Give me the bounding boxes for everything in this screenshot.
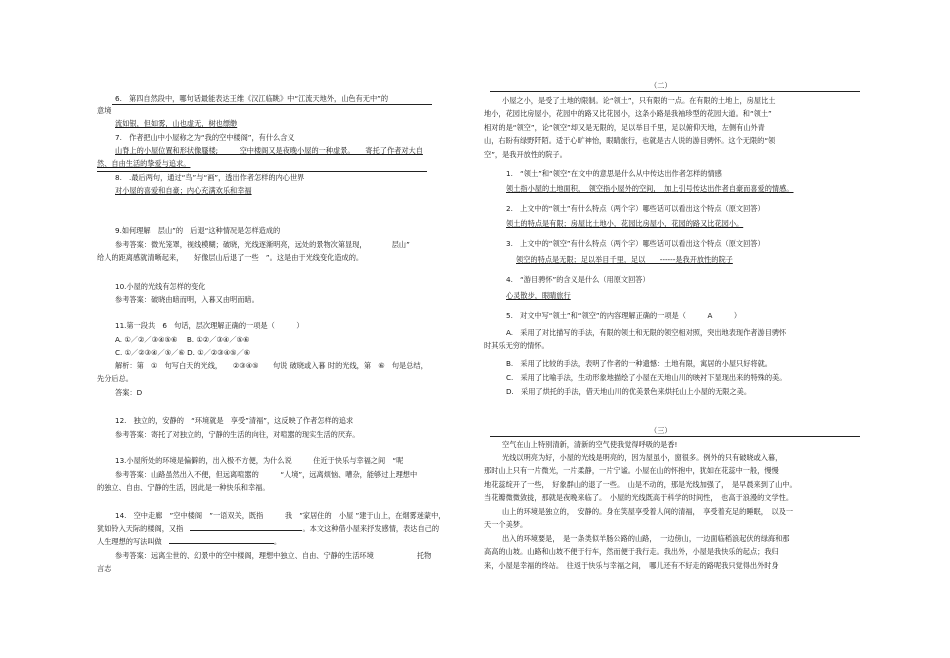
question-14-text: 。 bbox=[273, 537, 282, 546]
passage-3-line2: 光线以明亮为好，小屋的光线是明亮的，因为屋虽小，窗很多。例外的只有破晓或入暮， bbox=[502, 453, 783, 462]
passage-3-line3: 那时山上只有一片微光，一片柔静，一片宁谧。小屋在山的怀抱中，犹如在花蕊中一般，慢慢 bbox=[484, 466, 779, 475]
answer-7-line2: 然、自由生活的挚爱与追求。 bbox=[97, 159, 191, 168]
passage-3-line4: 地花蕊绽开了一些， 好象群山的退了一些。 山是不动的，那是光线加强了， 是早晨来到了山中。 bbox=[484, 480, 797, 489]
passage-3-line7: 天一个美梦。 bbox=[484, 520, 528, 529]
question-14-text: 。本文这种借小屋来抒发感情，表达自己的 bbox=[302, 524, 440, 533]
section-2-heading: （二） bbox=[650, 81, 672, 90]
answer-13-line2: 的独立、自由、宁静的生活，因此是一种快乐和幸福。 bbox=[97, 483, 270, 492]
answer-7-line1: 山脊上的小屋位置和形状像蜃楼; 空中楼阁又是夜晚小屋的一种虚景。 寄托了作者对大自 bbox=[115, 146, 423, 155]
explanation-11-line2: 先分后总。 bbox=[97, 374, 133, 383]
explanation-11-line1: 解析：第 ① 句写白天的光线， ②③④⑤ 句说 破晓或入暮 时的光线，第 ⑥ 句是总结， bbox=[115, 361, 428, 370]
passage-3-line5: 当花瓣微微敛拢，那就是夜晚来临了。 小屋的光线既高于科学的时间性， 也高于浪漫的文学性。 bbox=[484, 493, 794, 502]
passage-3-line9: 高高的山坡。山路和山坡不便于行车，然而便于我行走。我出外，小屋是我快乐的起点；我归 bbox=[484, 547, 779, 556]
option-11-ab: A. ①／②／③④⑤⑥ B. ①②／③④／⑤⑥ bbox=[115, 335, 250, 344]
passage-3-line6: 山上的环境是独立的， 安静的。身在笑屋享受着人间的清福， 享受着充足的睡眠， 以及一 bbox=[502, 507, 794, 516]
question-6-cont: 意境 bbox=[97, 106, 112, 115]
question-2-5: 5. 对文中写“领土”和“领空”的内容理解正确的一项是（ A ） bbox=[506, 311, 742, 320]
option-a-line2: 时其乐无穷的情怀。 bbox=[484, 341, 549, 350]
passage-3-line10: 来，小屋是幸福的终站。 往返于快乐与幸福之间， 哪儿还有不好走的路呢我只觉得出外时身 bbox=[484, 561, 779, 570]
question-2-3: 3. 上文中的“领空”有什么特点（两个字）哪些话可以看出这个特点（原文回答） bbox=[506, 239, 765, 248]
divider bbox=[97, 171, 427, 172]
passage-3-line1: 空气在山上特别清新，清新的空气使我觉得呼吸的是香! bbox=[502, 440, 678, 449]
answer-11: 答案：D bbox=[115, 388, 143, 397]
question-6: 6. 第四自然段中，哪句话最能表达王维《汉江临眺》中“江流天地外，山色有无中”的 bbox=[115, 94, 389, 103]
passage-2-line1: 小屋之小，是受了土地的限制。论“领土”，只有限的一点。在有限的土地上，房屋比土 bbox=[502, 96, 776, 105]
option-d: D. 采用了烘托的手法，借天地山川的优美景色来烘托山上小屋的无限之美。 bbox=[506, 387, 752, 396]
divider bbox=[490, 91, 860, 92]
option-11-cd: C. ①／②③④／⑤／⑥ D. ①／②③④⑤／⑥ bbox=[115, 348, 251, 357]
section-3-heading: （三） bbox=[650, 426, 672, 435]
option-a-line1: A. 采用了对比描写的手法，有限的领土和无限的领空相对照，突出地表现作者游目骋怀 bbox=[506, 328, 787, 337]
answer-13-line1: 参考答案：山路虽然出入不便，但远离喧嚣的 “人境”，远离烦恼、嘈杂，能够过上理想中 bbox=[115, 470, 418, 479]
question-14-text: 人生理想的写法叫做 bbox=[97, 537, 169, 546]
question-11: 11.第一段共 6 句话，层次理解正确的一项是（ ） bbox=[115, 321, 304, 330]
passage-2-line5: 空”，是我开放性的院子。 bbox=[484, 150, 567, 159]
answer-9-line1: 参考答案：微光笼罩，视线模糊；破晓，光线逐渐明亮，远处的景物次第显现， 层山” bbox=[115, 240, 410, 249]
passage-2-line4: 山，右盼有绿野阡陌。适于心旷神怡，眼睛旅行，也就是古人说的游目骋怀。这个无限的“领 bbox=[484, 136, 776, 145]
blank-line bbox=[169, 543, 274, 544]
answer-2-2: 领土的特点是有限；房屋比土地小，花园比房屋小，花园的路又比花园小。 bbox=[506, 219, 744, 228]
answer-2-3: 领空的特点是无限；足以举目千里，足以 ------是我开放性的院子 bbox=[516, 255, 733, 264]
divider bbox=[490, 436, 860, 437]
divider bbox=[112, 104, 432, 105]
answer-2-1: 领土指小屋的土地面积， 领空指小屋外的空间， 加上引号传达出作者自豪而喜爱的情感。 bbox=[506, 184, 794, 193]
answer-14-line1: 参考答案：远离尘世的、幻景中的空中楼阁，理想中独立、自由、宁静的生活环境 托物 bbox=[115, 551, 432, 560]
question-2-4: 4. “游目骋怀”的含义是什么（用原文回答） bbox=[506, 275, 650, 284]
passage-3-line8: 出入的环境要是， 是一条类似羊肠公路的山路， 一边傍山，一边面临稻浪起伏的绿海和那 bbox=[502, 534, 790, 543]
option-b: B. 采用了比较的手法，表明了作者的一种遗憾：土地有限，寓居的小屋只好将就。 bbox=[506, 359, 772, 368]
blank-line bbox=[190, 530, 302, 531]
question-12: 12. 独立的，安静的 “环境就是 享受”清福”，这反映了作者怎样的追求 bbox=[115, 416, 354, 425]
answer-2-4: 心灵散步，眼睛旅行 bbox=[506, 291, 571, 300]
answer-12: 参考答案：寄托了对独立的，宁静的生活的向往，对喧嚣的现实生活的厌弃。 bbox=[115, 430, 360, 439]
question-14-line1: 14. 空中走廊 ”空中楼阁 ”一语双关，既指 我 ”家居住的 小屋 ”建于山上，在烟雾迷蒙中， bbox=[115, 511, 446, 520]
answer-6: 流如银，但如雾，山也虚无，树也缥缈 bbox=[115, 119, 238, 128]
answer-8: 对小屋的喜爱和自豪；内心充满欢乐和幸福 bbox=[115, 186, 252, 195]
question-14-line3 bbox=[97, 538, 281, 547]
question-10: 10.小屋的光线有怎样的变化 bbox=[115, 282, 206, 291]
answer-14-line2: 言志 bbox=[97, 564, 112, 573]
question-2-2: 2. 上文中的“领土”有什么特点（两个字）哪些话可以看出这个特点（原文回答） bbox=[506, 204, 765, 213]
question-14-line2 bbox=[97, 525, 439, 534]
question-14-text: 犹如铃入天际的楼阁，又指 bbox=[97, 524, 191, 533]
question-13: 13.小屋所处的环境是偏僻的，出入极不方便，为什么说 住近于快乐与幸福之间 “呢 bbox=[115, 456, 404, 465]
question-9: 9.如何理解 层山”的 后退“这种情况是怎样造成的 bbox=[115, 226, 281, 235]
question-8: 8. .最后两句，通过“鸟”与“画”，透出作者怎样的内心世界 bbox=[115, 173, 305, 182]
passage-2-line2: 地小，花园比房屋小，花园中的路又比花园小，这条小路是我袖珍型的花园大道。和“领土” bbox=[484, 109, 772, 118]
option-c: C. 采用了比喻手法，生动形象地描绘了小屋在天地山川的映衬下显现出来的特殊的美。 bbox=[506, 373, 787, 382]
question-7: 7. 作者把山中小屋称之为“我的空中楼阁”，有什么含义 bbox=[115, 133, 295, 142]
answer-9-line2: 给人的距离感就清晰起来， 好像层山后退了一些 ”。这是由于光线变化造成的。 bbox=[97, 253, 364, 262]
passage-2-line3: 相对的是“领空”，论“领空”却又是无限的，足以举目千里，足以俯仰天地，左侧有山外青 bbox=[484, 123, 765, 132]
answer-10: 参考答案：破晓由暗而明，入暮又由明而暗。 bbox=[115, 295, 259, 304]
question-2-1: 1. “领土”和“领空”在文中的意思是什么从中传达出作者怎样的情感 bbox=[506, 169, 722, 178]
